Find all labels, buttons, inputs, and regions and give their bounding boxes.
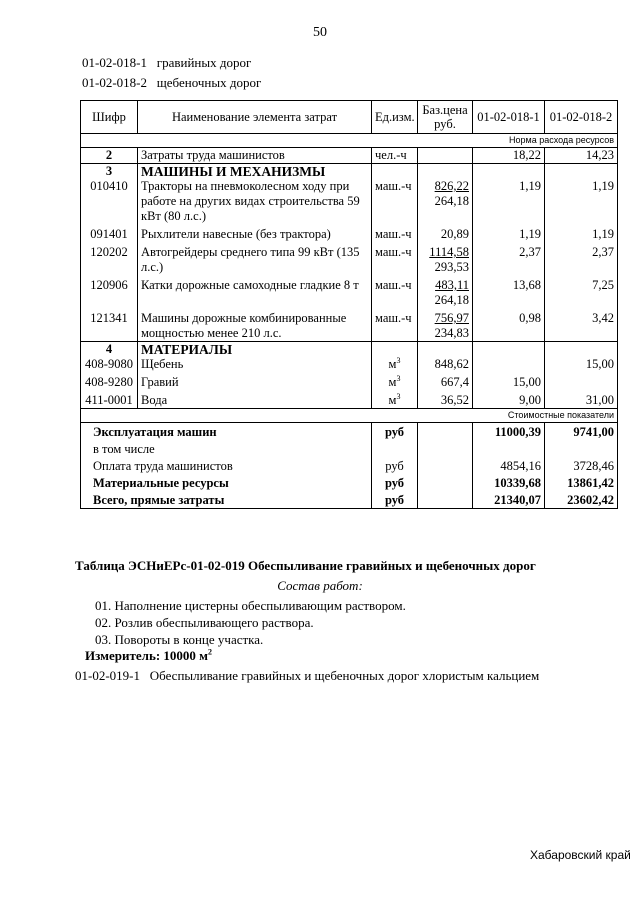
row-value-2: 15,00 [545,357,618,372]
table-row [81,224,618,242]
row-name: Катки дорожные самоходные гладкие 8 т [138,275,372,308]
cost-value-1: 21340,07 [473,491,545,509]
row-code: 121341 [81,308,138,342]
cost-name: Всего, прямые затраты [81,491,372,509]
table-row [81,372,618,390]
header-line-1 [82,55,251,71]
header-line-2 [82,75,261,91]
row-price: 483,11 264,18 [418,275,473,308]
cost-row [81,491,618,509]
row-unit: маш.-ч [372,242,418,275]
header-col-1: 01-02-018-1 [473,101,545,134]
cost-name: в том числе [81,440,372,457]
row-code: 408-9280 [81,372,138,390]
row-value-1 [473,357,545,372]
row-code: 2 [81,148,138,164]
section-row [81,342,618,358]
table-row [81,242,618,275]
cost-caption: Стоимостные показатели [81,409,618,423]
header-unit-cell: Ед.изм. [372,101,418,134]
row-code: 010410 [81,179,138,224]
work-step: 01. Наполнение цистерны обеспыливающим раствором. [95,598,406,613]
table-header-row [81,101,618,134]
row-value-1: 2,37 [473,242,545,275]
row-name: Щебень [138,357,372,372]
work-step: 03. Повороты в конце участка. [95,632,264,647]
table-title: Таблица ЭСНиЕРс-01-02-019 Обеспыливание гравийных и щебеночных дорог [75,558,536,573]
cost-name: Эксплуатация машин [81,423,372,441]
section-row [81,164,618,180]
cost-unit: руб [372,457,418,474]
row-unit: маш.-ч [372,179,418,224]
table-row [81,179,618,224]
row-price: 667,4 [418,372,473,390]
row-value-2: 31,00 [545,390,618,409]
row-unit: $м^3$ [372,357,418,372]
cost-row [81,457,618,474]
row-value-1: 9,00 [473,390,545,409]
row-code: 4 [81,342,138,358]
cost-value-2: 9741,00 [545,423,618,441]
header-price-cell: Баз.цена руб. [418,101,473,134]
cost-row [81,440,618,457]
row-value-2: 7,25 [545,275,618,308]
header-text: гравийных дорог [156,55,252,70]
row-value-1: 0,98 [473,308,545,342]
cost-value-1: 4854,16 [473,457,545,474]
item-019-1 [75,668,539,684]
norm-caption: Норма расхода ресурсов [81,134,618,148]
row-value-2: 1,19 [545,179,618,224]
row-price: 36,52 [418,390,473,409]
row-name: Затраты труда машинистов [138,148,372,164]
resource-table [80,100,618,509]
row-unit: $м^3$ [372,390,418,409]
row-code: 091401 [81,224,138,242]
row-code: 408-9080 [81,357,138,372]
cost-unit: руб [372,491,418,509]
row-price: 756,97 234,83 [418,308,473,342]
row-code: 411-0001 [81,390,138,409]
row-unit: $м^3$ [372,372,418,390]
row-value-2: 14,23 [545,148,618,164]
row-value-1: 15,00 [473,372,545,390]
row-unit: маш.-ч [372,275,418,308]
cost-caption-row [81,409,618,423]
header-code: 01-02-018-2 [82,75,147,90]
row-unit: маш.-ч [372,308,418,342]
row-value-2: 3,42 [545,308,618,342]
table-row [81,275,618,308]
row-name: Вода [138,390,372,409]
header-name-cell: Наименование элемента затрат [138,101,372,134]
composition-title: Состав работ: [277,578,363,593]
row-name: Машины дорожные комбинированные мощностью менее 210 л.с. [138,308,372,342]
header-code: 01-02-018-1 [82,55,147,70]
row-name: МАТЕРИАЛЫ [138,342,372,358]
row-unit: маш.-ч [372,224,418,242]
table-row [81,357,618,372]
cost-row [81,423,618,441]
cost-value-1: 11000,39 [473,423,545,441]
row-code: 120906 [81,275,138,308]
row-name: Рыхлители навесные (без трактора) [138,224,372,242]
row-value-2: 1,19 [545,224,618,242]
row-code: 120202 [81,242,138,275]
row-value-1: 18,22 [473,148,545,164]
row-value-1: 1,19 [473,179,545,224]
row-price: 826,22 264,18 [418,179,473,224]
row-value-1: 13,68 [473,275,545,308]
row-value-2: 2,37 [545,242,618,275]
row-name: Тракторы на пневмоколесном ходу при работе на других видах строительства 59 кВт (80 л.с.) [138,179,372,224]
page-number: 50 [313,25,327,40]
table-row [81,148,618,164]
row-name: МАШИНЫ И МЕХАНИЗМЫ [138,164,372,180]
row-name: Гравий [138,372,372,390]
cost-unit: руб [372,474,418,491]
header-text: щебеночных дорог [156,75,262,90]
cost-value-1: 10339,68 [473,474,545,491]
cost-row [81,474,618,491]
header-code-cell: Шифр [81,101,138,134]
row-name: Автогрейдеры среднего типа 99 кВт (135 л.с.) [138,242,372,275]
cost-value-2: 3728,46 [545,457,618,474]
region-footer: Хабаровский край [530,848,631,862]
item-code: 01-02-019-1 [75,668,140,683]
cost-name: Оплата труда машинистов [81,457,372,474]
header-col-2: 01-02-018-2 [545,101,618,134]
table-row [81,308,618,342]
meter-label: Измеритель: 10000 $м^2$ [85,647,213,663]
norm-caption-row [81,134,618,148]
work-step: 02. Розлив обеспыливающего раствора. [95,615,314,630]
cost-unit: руб [372,423,418,441]
table-row [81,390,618,409]
row-price: 20,89 [418,224,473,242]
row-price: 848,62 [418,357,473,372]
row-unit: чел.-ч [372,148,418,164]
row-value-2 [545,372,618,390]
cost-value-2: 23602,42 [545,491,618,509]
row-value-1: 1,19 [473,224,545,242]
cost-value-2: 13861,42 [545,474,618,491]
cost-name: Материальные ресурсы [81,474,372,491]
row-code: 3 [81,164,138,180]
row-price [418,148,473,164]
row-price: 1114,58 293,53 [418,242,473,275]
item-text: Обеспыливание гравийных и щебеночных дорог хлористым кальцием [149,668,540,683]
